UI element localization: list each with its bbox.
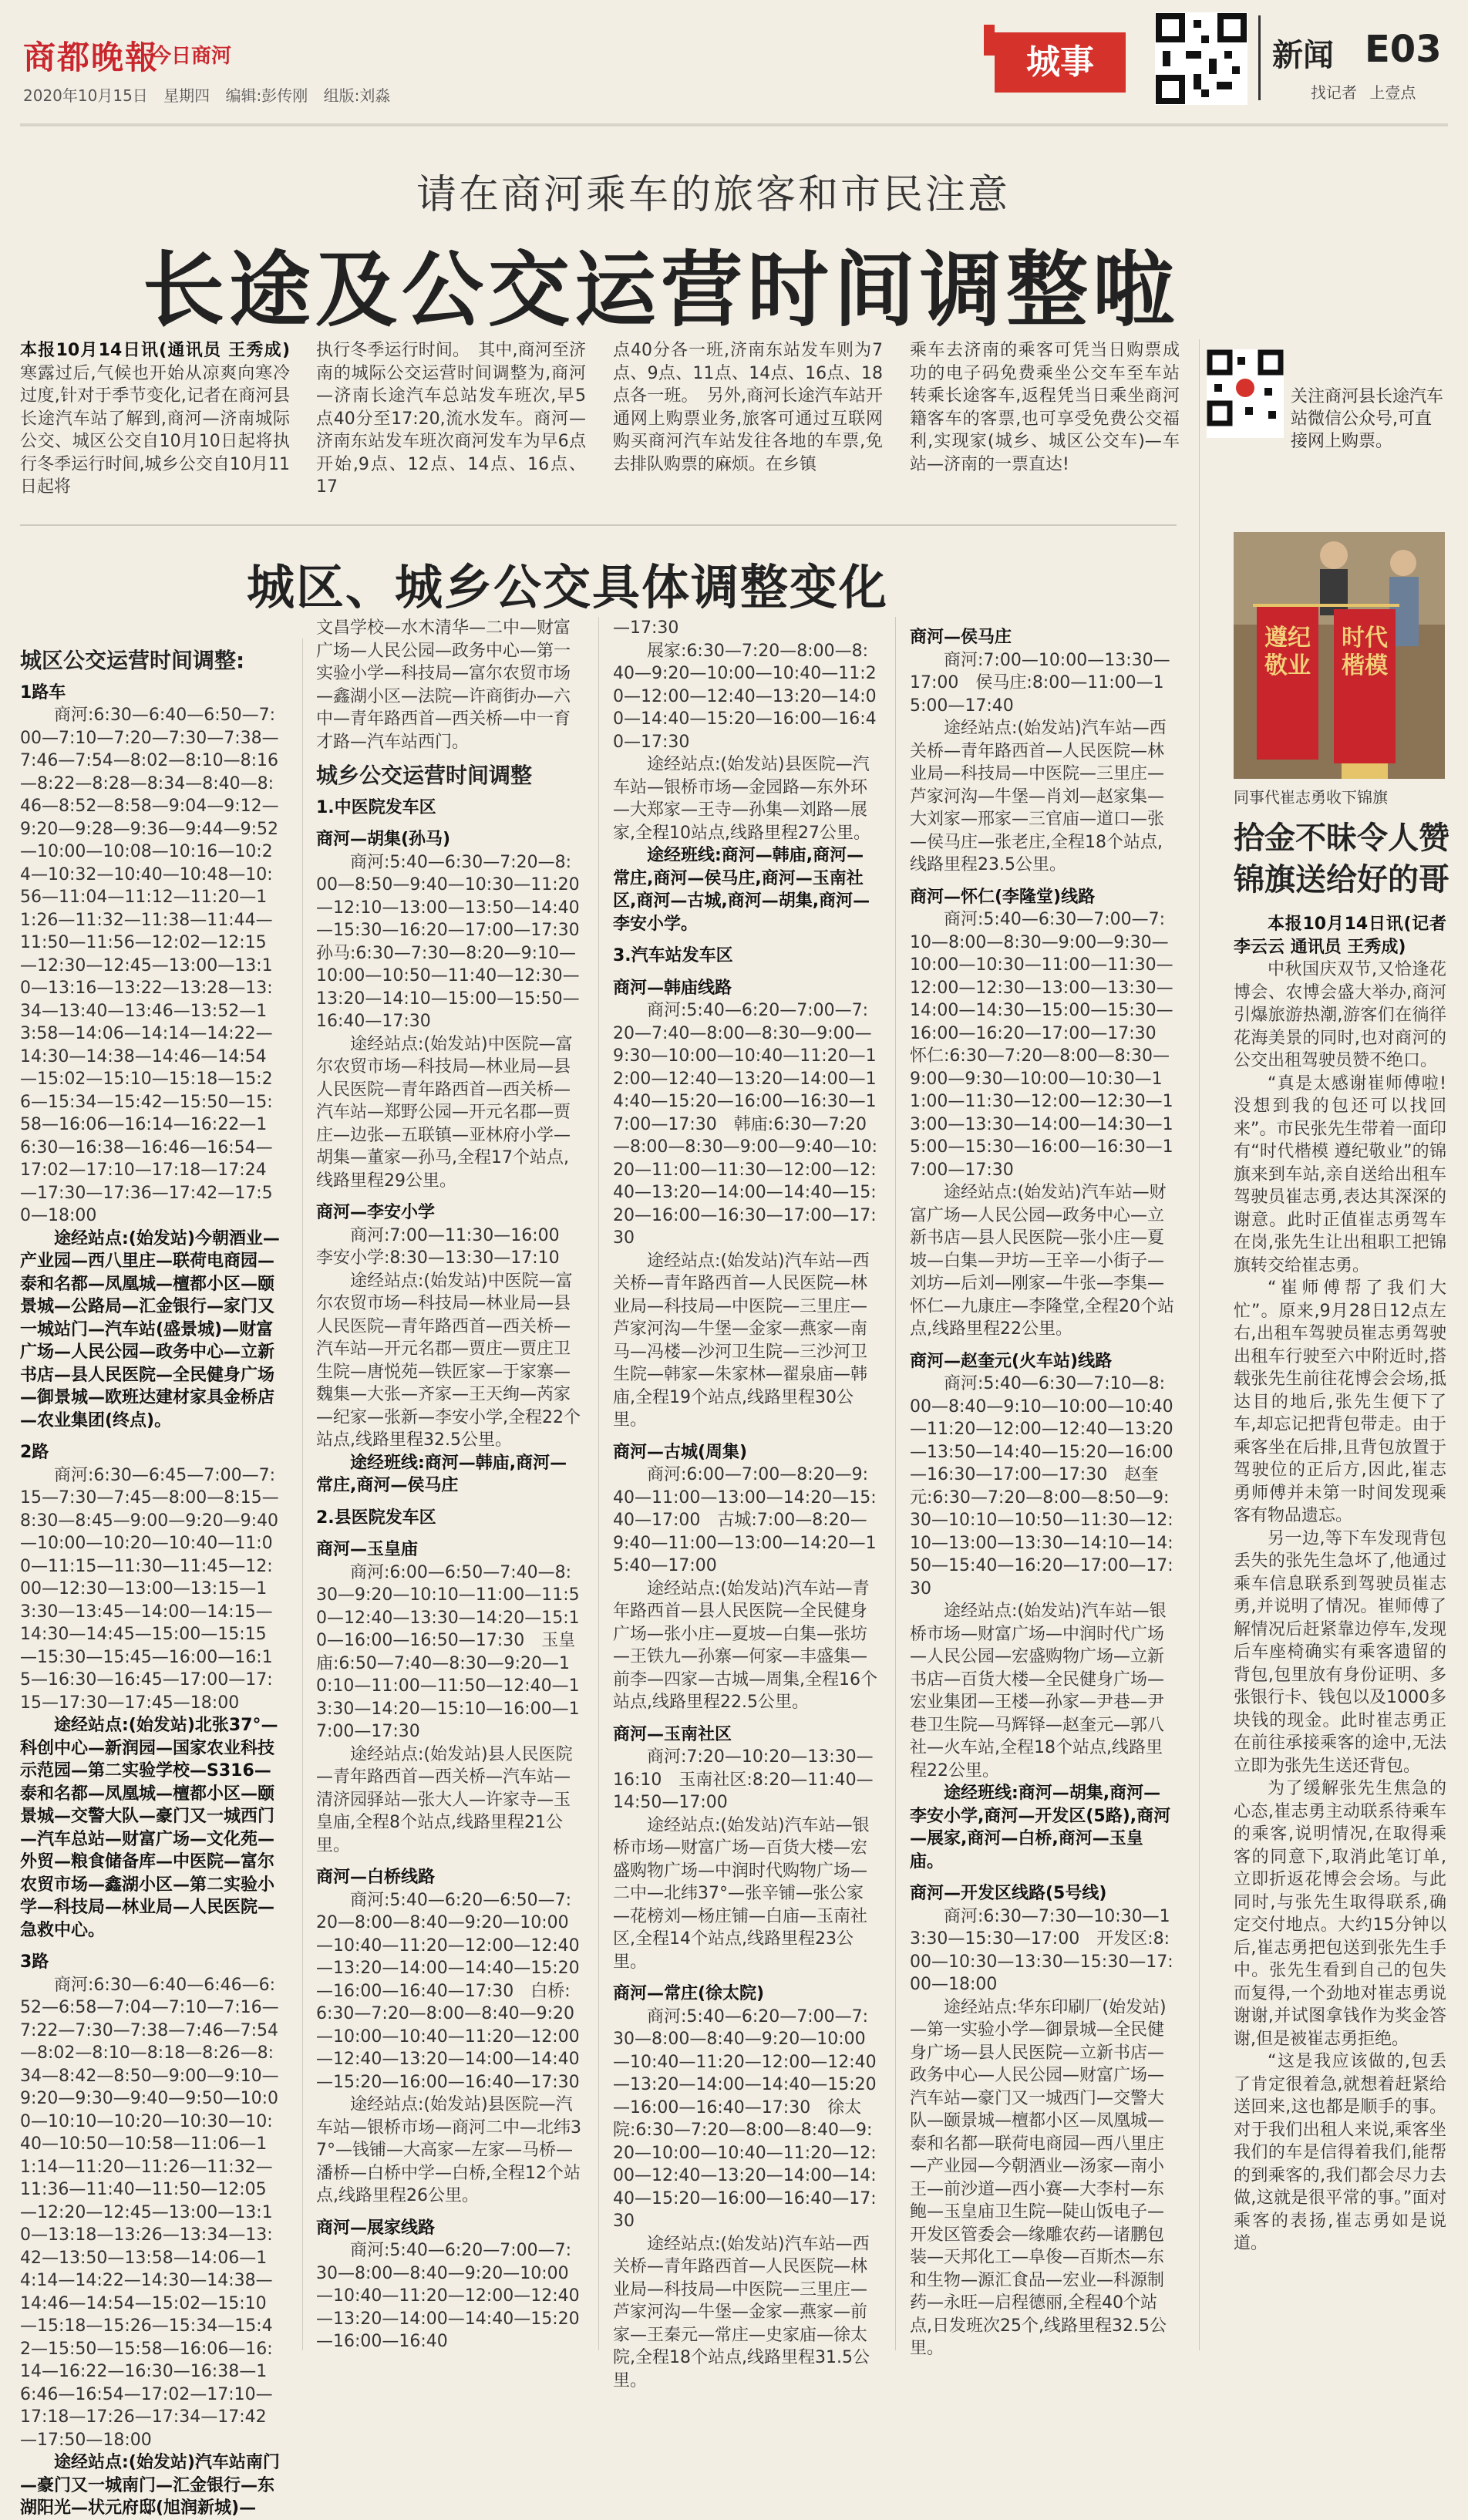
lead-column-3: 点40分各一班,济南东站发车则为7点、9点、11点、14点、16点、18点各一班。 另外,商河长途汽车站开通网上购票业务,旅客可通过互联网购买商河汽车站发往各地的车票,免去排队购票的麻烦。在乡镇 — [613, 341, 883, 474]
main-headline: 长途及公交运营时间调整啦 — [143, 243, 1179, 338]
lead-column-4: 乘车去济南的乘客可凭当日购票成功的电子码免费乘坐公交车至车站转乘长途客车,返程凭当日乘坐商河籍客车的客票,也可享受免费公交福利,实现家(城乡、城区公交车)—车站—济南的一票直达! — [910, 341, 1180, 474]
route-transfer: 途经班线:商河—韩庙,商河—常庄,商河—侯马庄,商河—玉南社区,商河—古城,商河—胡集,商河—李安小学。 — [613, 846, 870, 934]
header-divider — [1258, 15, 1261, 100]
column-divider — [895, 617, 896, 2350]
banner-photo — [1234, 532, 1445, 779]
route-transfer: 途经班线:商河—胡集,商河—李安小学,商河—开发区(5路),商河—展家,商河—白桥,商河—玉皇庙。 — [910, 1784, 1171, 1871]
section-title: 城区公交运营时间调整: — [20, 648, 245, 673]
story-paragraph: “这是我应该做的,包丢了肯定很着急,就想着赶紧给送回来,这也都是顺手的事。对于我们出租人来说,乘客坐我们的车是信得着我们,能帮的到乘客的,我们都会尽力去做,这就是很平常的事。”面对乘客的表扬,崔志勇如是说道。 — [1234, 2052, 1446, 2253]
continued-text: —17:30 — [613, 618, 679, 638]
route-stops: 途经站点:(始发站)县医院—汽车站—银桥市场—金园路—东外环—大郑家—王寺—孙集—刘路—展家,全程10站点,线路里程27公里。 — [613, 755, 870, 843]
route-stops: 途经站点:(始发站)北张37°—科创中心—新润园—国家农业科技示范园—第二实验学校—S316—泰和名都—凤凰城—檀都小区—颐景城—交警大队—豪门又一城西门—汽车总站—财富广场—文化苑—外贸—粮食储备库—中医院—富尔农贸市场—鑫湖小区—第二实验小学—科技局—林业局—人民医院—急救中心。 — [20, 1716, 278, 1940]
route-name: 商河—白桥线路 — [316, 1868, 436, 1887]
story-title: 拾金不昧令人赞 锦旗送给好的哥 — [1234, 820, 1449, 898]
story-body — [1234, 913, 1446, 2256]
route-name: 商河—古城(周集) — [613, 1442, 748, 1462]
route-name: 商河—胡集(孙马) — [316, 830, 451, 849]
header-qr-code — [1155, 12, 1247, 105]
route-name: 商河—侯马庄 — [910, 628, 1012, 647]
route-times: 商河:6:30—6:40—6:46—6:52—6:58—7:04—7:10—7:16—7:22—7:30—7:38—7:46—7:54—8:02—8:10—8:18—8:26—8:34—8:42—8:50—9:00—9:10—9:20—9:30—9:40—9:50—10:00—10:10—10:20—10:30—10:40—10:50—10:58—11:06—11:14—11:20—11:26—11:32—11:36—11:40—11:50—12:05—12:20—12:45—13:00—13:10—13:18—13:26—13:34—13:42—13:50—13:58—14:06—14:14—14:22—14:30—14:38—14:46—14:54—15:02—15:10—15:18—15:26—15:34—15:42—15:50—15:58—16:06—16:14—16:22—16:30—16:38—16:46—16:54—17:02—17:10—17:18—17:26—17:34—17:42—17:50—18:00 — [20, 1975, 279, 2450]
route-times: 商河:5:40—6:20—7:00—7:30—8:00—8:40—9:20—10:00—10:40—11:20—12:00—12:40—13:20—14:00—14:40—15:20—16:00—16:40 — [316, 2241, 580, 2351]
qr-note: 关注商河县长途汽车站微信公众号,可直接网上购票。 — [1291, 387, 1444, 451]
route-stops: 途经站点:华东印刷厂(始发站)—第一实验小学—御景城—全民健身广场—县人民医院—立新书店—政务中心—人民公园—财富广场—汽车站—豪门又一城西门—交警大队—颐景城—檀都小区—凤凰城—泰和名都—联荷电商园—西八里庄—产业园—今朝酒业—汤家—南小王—前沙道—西小赛—大李村—东鲍—玉皇庙卫生院—陡山饭电子—开发区管委会—缘雕农药—诸鹏包装—天邦化工—阜俊—百斯杰—东和生物—源汇食品—宏业—科源制药—永旺—启程德丽,全程40个站点,日发班次25个,线路里程32.5公里。 — [910, 1997, 1167, 2358]
route-times: 商河:7:20—10:20—13:30—16:10 玉南社区:8:20—11:40—14:50—17:00 — [613, 1747, 874, 1812]
route-times: 商河:5:40—6:30—7:00—7:10—8:00—8:30—9:00—9:30—10:00—10:30—11:00—11:30—12:00—12:30—13:00—13:30—14:00—14:30—15:00—15:30—16:00—16:20—17:00—17:30 怀仁:6:30—7:20—8:00—8:30—9:00—9:30—10:00—10:30—11:00—11:30—12:00—12:30—13:00—13:30—14:00—14:30—15:00—15:30—16:00—16:30—17:00—17:30 — [910, 910, 1173, 1180]
route-stops: 途经站点:(始发站)中医院—富尔农贸市场—科技局—林业局—县人民医院—青年路西首—西关桥—汽车站—郑野公园—开元名郡—贾庄—边张—五联镇—亚林府小学—胡集—董家—孙马,全程17个站点,线路里程29公里。 — [316, 1034, 573, 1191]
station-qr-code — [1207, 349, 1284, 438]
route-stops: 途经站点:(始发站)中医院—富尔农贸市场—科技局—林业局—县人民医院—青年路西首—西关桥—汽车站—开元名郡—贾庄—贾庄卫生院—唐悦苑—铁匠家—于家寨—魏集—大张—齐家—王天绚—芮家—纪家—张新—李安小学,全程22个站点,线路里程32.5公里。 — [316, 1271, 581, 1450]
route-name: 3路 — [20, 1952, 49, 1972]
section-title: 城乡公交运营时间调整 — [316, 763, 533, 788]
route-name: 商河—玉皇庙 — [316, 1540, 419, 1559]
route-stops: 途经站点:(始发站)县人民医院—青年路西首—西关桥—汽车站—清济园驿站—张大人—许家寺—玉皇庙,全程8个站点,线路里程21公里。 — [316, 1744, 573, 1855]
sub-headline: 城区、城乡公交具体调整变化 — [247, 559, 889, 615]
story-byline: 本报10月14日讯(记者 李云云 通讯员 王秀成) — [1234, 915, 1446, 957]
route-times: 商河:5:40—6:20—6:50—7:20—8:00—8:40—9:20—10:00—10:40—11:20—12:00—12:40—13:20—14:00—14:40—15:20—16:00—16:40—17:30 白桥:6:30—7:20—8:00—8:40—9:20—10:00—10:40—11:20—12:00—12:40—13:20—14:00—14:40—15:20—16:00—16:40—17:30 — [316, 1890, 580, 2092]
route-stops: 途经站点:(始发站)汽车站—西关桥—青年路西首—人民医院—林业局—科技局—中医院—三里庄—芦家河沟—牛堡—肖刘—赵家集—大刘家—邢家—三官庙—道口—张—侯马庄—张老庄,全程18个站点,线路里程23.5公里。 — [910, 719, 1167, 874]
route-times: 商河:5:40—6:30—7:10—8:00—8:40—9:10—10:00—10:40—11:20—12:00—12:40—13:20—13:50—14:40—15:20—16:00—16:30—17:00—17:30 赵奎元:6:30—7:20—8:00—8:50—9:30—10:10—10:50—11:30—12:10—13:00—13:30—14:10—14:50—15:40—16:20—17:00—17:30 — [910, 1374, 1173, 1599]
schedule-column-c — [613, 617, 879, 2392]
group-title: 2.县医院发车区 — [316, 1508, 436, 1528]
story-paragraph: 另一边,等下车发现背包丢失的张先生急坏了,他通过乘车信息联系到驾驶员崔志勇,并说明了情况。崔师傅了解情况后赶紧靠边停车,发现后车座椅确实有乘客遗留的背包,包里放有身份证明、多张银行卡、钱包以及1000多块钱的现金。此时崔志勇正在前往承接乘客的途中,无法立即为张先生送还背包。 — [1234, 1528, 1446, 1776]
route-times: 商河:6:30—6:40—6:50—7:00—7:10—7:20—7:30—7:38—7:46—7:54—8:02—8:10—8:16—8:22—8:28—8:34—8:40—8:46—8:52—8:58—9:04—9:12—9:20—9:28—9:36—9:44—9:52—10:00—10:08—10:16—10:24—10:32—10:40—10:48—10:56—11:04—11:12—11:20—11:26—11:32—11:38—11:44—11:50—11:56—12:02—12:15—12:30—12:45—13:00—13:10—13:16—13:22—13:28—13:34—13:40—13:46—13:52—13:58—14:06—14:14—14:22—14:30—14:38—14:46—14:54—15:02—15:10—15:18—15:26—15:34—15:42—15:50—15:58—16:06—16:14—16:22—16:30—16:38—16:46—16:54—17:02—17:10—17:18—17:24—17:30—17:36—17:42—17:50—18:00 — [20, 706, 279, 1225]
route-name: 2路 — [20, 1443, 49, 1462]
banner-text-right: 时代楷模 — [1342, 625, 1388, 679]
route-times: 展家:6:30—7:20—8:00—8:40—9:20—10:00—10:40—11:20—12:00—12:40—13:20—14:00—14:40—15:20—16:00—16:40—17:30 — [613, 641, 877, 752]
route-times: 商河:6:30—7:30—10:30—13:30—15:30—17:00 开发区:8:00—10:30—13:30—15:30—17:00—18:00 — [910, 1906, 1173, 1994]
section-badge: 城事 — [995, 32, 1126, 93]
top-rule — [20, 123, 1448, 126]
story-paragraph: “崔师傅帮了我们大忙”。原来,9月28日12点左右,出租车驾驶员崔志勇驾驶出租车行驶至六中附近时,搭载张先生前往花博会会场,抵达目的地后,张先生便下了车,却忘记把背包带走。由于乘客坐在后排,且背包放置于驾驶位的正后方,因此,崔志勇师傅并未第一时间发现乘客有物品遗忘。 — [1234, 1279, 1446, 1525]
route-stops: 途经站点:(始发站)县医院—汽车站—银桥市场—商河二中—北纬37°—钱铺—大高家—左家—马桥—潘桥—白桥中学—白桥,全程12个站点,线路里程26公里。 — [316, 2095, 581, 2205]
dateline: 2020年10月15日 星期四 编辑:彭传刚 组版:刘淼 — [23, 86, 391, 105]
route-stops: 途经站点:(始发站)今朝酒业—产业园—西八里庄—联荷电商园—泰和名都—凤凰城—檀都小区—颐景城—公路局—汇金银行—家门又一城站门—汽车站(盛景城)—财富广场—人民公园—政务中心—立新书店—县人民医院—全民健身广场—御景城—欧班达建材家具金桥店—农业集团(终点)。 — [20, 1228, 280, 1430]
column-divider — [598, 617, 599, 2350]
route-times: 商河:5:40—6:20—7:00—7:20—7:40—8:00—8:30—9:00—9:30—10:00—10:40—11:20—12:00—12:40—13:20—14:00—14:40—15:20—16:00—16:30—17:00—17:30 韩庙:6:30—7:20—8:00—8:30—9:00—9:40—10:20—11:00—11:30—12:00—12:40—13:20—14:00—14:40—15:20—16:00—16:30—17:00—17:30 — [613, 1001, 878, 1248]
schedule-column-d — [910, 617, 1176, 2360]
route-name: 商河—韩庙线路 — [613, 978, 732, 998]
route-times: 商河:7:00—10:00—13:30—17:00 侯马庄:8:00—11:00—15:00—17:40 — [910, 650, 1170, 716]
route-stops: 途经站点:(始发站)汽车站—财富广场—人民公园—政务中心—立新书店—县人民医院—张小庄—夏坡—白集—尹坊—王辛—小街子—刘坊—后刘—刚家—牛张—李集—怀仁—九康庄—李隆堂,全程20个站点,线路里程22公里。 — [910, 1183, 1174, 1339]
route-stops: 途经站点:(始发站)汽车站—青年路西首—县人民医院—全民健身广场—张小庄—夏坡—白集—张坊—王铁九—孙寨—何家—丰盛集—前李—四家—古城—周集,全程16个站点,线路里程22.5公里。 — [613, 1578, 877, 1712]
route-name: 商河—玉南社区 — [613, 1724, 732, 1744]
page-number: E03 — [1365, 28, 1442, 71]
story-paragraph: 为了缓解张先生焦急的心态,崔志勇主动联系待乘车的乘客,说明情况,在取得乘客的同意下,取消此笔订单,立即折返花博会会场。与此同时,与张先生取得联系,确定交付地点。大约15分钟以后,崔志勇把包送到张先生手中。张先生看到自己的包失而复得,一个劲地对崔志勇说谢谢,并试图拿钱作为奖金答谢,但是被崔志勇拒绝。 — [1234, 1779, 1446, 2049]
byline: 本报10月14日讯(通讯员 王秀成) — [20, 341, 290, 360]
route-stops: 途经站点:(始发站)汽车站—银桥市场—财富广场—中润时代广场—人民公园—宏盛购物广场—立新书店—百货大楼—全民健身广场—宏业集团—王楼—孙家—尹巷—尹巷卫生院—马辉铎—赵奎元—郭八社—火车站,全程18个站点,线路里程22公里。 — [910, 1602, 1167, 1781]
lead-column-1 — [20, 339, 290, 499]
story-paragraph: “真是太感谢崔师傅啦!没想到我的包还可以找回来”。市民张先生带着一面印有“时代楷模 遵纪敬业”的锦旗来到车站,亲自送给出租车驾驶员崔志勇,表达其深深的谢意。此时正值崔志勇驾车在岗,张先生让出租职工把锦旗转交给崔志勇。 — [1234, 1073, 1446, 1275]
route-times: 商河:5:40—6:20—7:00—7:30—8:00—8:40—9:20—10:00—10:40—11:20—12:00—12:40—13:20—14:00—14:40—15:20—16:00—16:40—17:30 徐太院:6:30—7:20—8:00—8:40—9:20—10:00—10:40—11:20—12:00—12:40—13:20—14:00—14:40—15:20—16:00—16:40—17:30 — [613, 2006, 877, 2231]
route-times: 商河:6:30—6:45—7:00—7:15—7:30—7:45—8:00—8:15—8:30—8:45—9:00—9:20—9:40—10:00—10:20—10:40—11:00—11:15—11:30—11:45—12:00—12:30—13:00—13:15—13:30—13:45—14:00—14:15—14:30—14:45—15:00—15:15—15:30—15:45—16:00—16:15—16:30—16:45—17:00—17:15—17:30—17:45—18:00 — [20, 1465, 279, 1713]
route-name: 商河—开发区线路(5号线) — [910, 1884, 1107, 1903]
photo-caption: 同事代崔志勇收下锦旗 — [1234, 788, 1388, 807]
route-name: 商河—常庄(徐太院) — [613, 1984, 765, 2003]
kicker-headline: 请在商河乘车的旅客和市民注意 — [416, 172, 1011, 218]
schedule-column-a — [20, 638, 282, 2520]
route-stops: 途经站点:(始发站)汽车站南门—豪门又一城南门—汇金银行—东湖阳光—状元府邸(旭润新城)— — [20, 2453, 280, 2518]
route-name: 1路车 — [20, 682, 66, 702]
route-name: 商河—怀仁(李隆堂)线路 — [910, 887, 1096, 907]
schedule-column-b — [316, 617, 597, 2353]
route-name: 商河—李安小学 — [316, 1203, 436, 1222]
route-transfer: 途经班线:商河—韩庙,商河—常庄,商河—侯马庄 — [316, 1453, 567, 1495]
continued-text: 文昌学校—水木清华—二中—财富广场—人民公园—政务中心—第一实验小学—科技局—富尔农贸市场—鑫湖小区—法院—许商街办—六中—青年路西首—西关桥—中一育才路—汽车站西门。 — [316, 618, 571, 752]
route-name: 商河—赵奎元(火车站)线路 — [910, 1351, 1113, 1371]
group-title: 1.中医院发车区 — [316, 797, 436, 817]
page-section: 新闻 — [1272, 38, 1334, 73]
lead-text-1: 寒露过后,气候也开始从凉爽向寒冷过度,针对于季节变化,记者在商河县长途汽车站了解到,商河—济南城际公交、城区公交自10月10日起将执行冬季运行时间,城乡公交自10月11日起将 — [20, 363, 290, 497]
story-paragraph: 中秋国庆双节,又恰逢花博会、农博会盛大举办,商河引爆旅游热潮,游客们在徜徉花海美景的同时,也对商河的公交出租驾驶员赞不绝口。 — [1234, 960, 1446, 1070]
group-title: 3.汽车站发车区 — [613, 946, 733, 965]
route-stops: 途经站点:(始发站)汽车站—西关桥—青年路西首—人民医院—林业局—科技局—中医院—三里庄—芦家河沟—牛堡—金家—燕家—前家—王秦元—常庄—史家庙—徐太院,全程18个站点,线路里程31.5公里。 — [613, 2234, 870, 2390]
route-times: 商河:6:00—7:00—8:20—9:40—11:00—13:00—14:20—15:40—17:00 古城:7:00—8:20—9:40—11:00—13:00—14:20—15:40—17:00 — [613, 1465, 877, 1575]
column-divider — [302, 638, 303, 2350]
section-rule — [20, 524, 1177, 526]
banner-text-left: 遵纪敬业 — [1264, 625, 1311, 679]
editor-line: 找记者 上壹点 — [1311, 83, 1416, 102]
lead-column-2: 执行冬季运行时间。 其中,商河至济南的城际公交运营时间调整为,商河—济南长途汽车总站发车班次,早5点40分至17:20,流水发车。商河—济南东站发车班次商河发车为早6点开始,9点、12点、14点、16点、17 — [316, 341, 586, 497]
edition-label: 今日商河 — [151, 45, 232, 68]
route-stops: 途经站点:(始发站)汽车站—银桥市场—财富广场—百货大楼—宏盛购物广场—中润时代购物广场—二中—北纬37°—张辛铺—张公家—花榜刘—杨庄铺—白庙—玉南社区,全程14个站点,线路里程23公里。 — [613, 1815, 870, 1972]
column-divider — [1199, 339, 1200, 2350]
route-times: 商河:7:00—11:30—16:00 李安小学:8:30—13:30—17:10 — [316, 1225, 577, 1268]
masthead-logo: 商都晚報 — [23, 39, 160, 76]
route-stops: 途经站点:(始发站)汽车站—西关桥—青年路西首—人民医院—林业局—科技局—中医院—三里庄—芦家河沟—牛堡—金家—燕家—南马—冯楼—沙河卫生院—三沙河卫生院—韩家—朱家林—翟泉庙—韩庙,全程19个站点,线路里程30公里。 — [613, 1251, 870, 1430]
route-times: 商河:6:00—6:50—7:40—8:30—9:20—10:10—11:00—11:50—12:40—13:30—14:20—15:10—16:00—16:50—17:30 玉皇庙:6:50—7:40—8:30—9:20—10:10—11:00—11:50—12:40—13:30—14:20—15:10—16:00—17:00—17:30 — [316, 1562, 580, 1741]
route-name: 商河—展家线路 — [316, 2218, 436, 2238]
route-times: 商河:5:40—6:30—7:20—8:00—8:50—9:40—10:30—11:20—12:10—13:00—13:50—14:40—15:30—16:20—17:00—17:30 孙马:6:30—7:30—8:20—9:10—10:00—10:50—11:40—12:30—13:20—14:10—15:00—15:50—16:40—17:30 — [316, 852, 597, 1031]
